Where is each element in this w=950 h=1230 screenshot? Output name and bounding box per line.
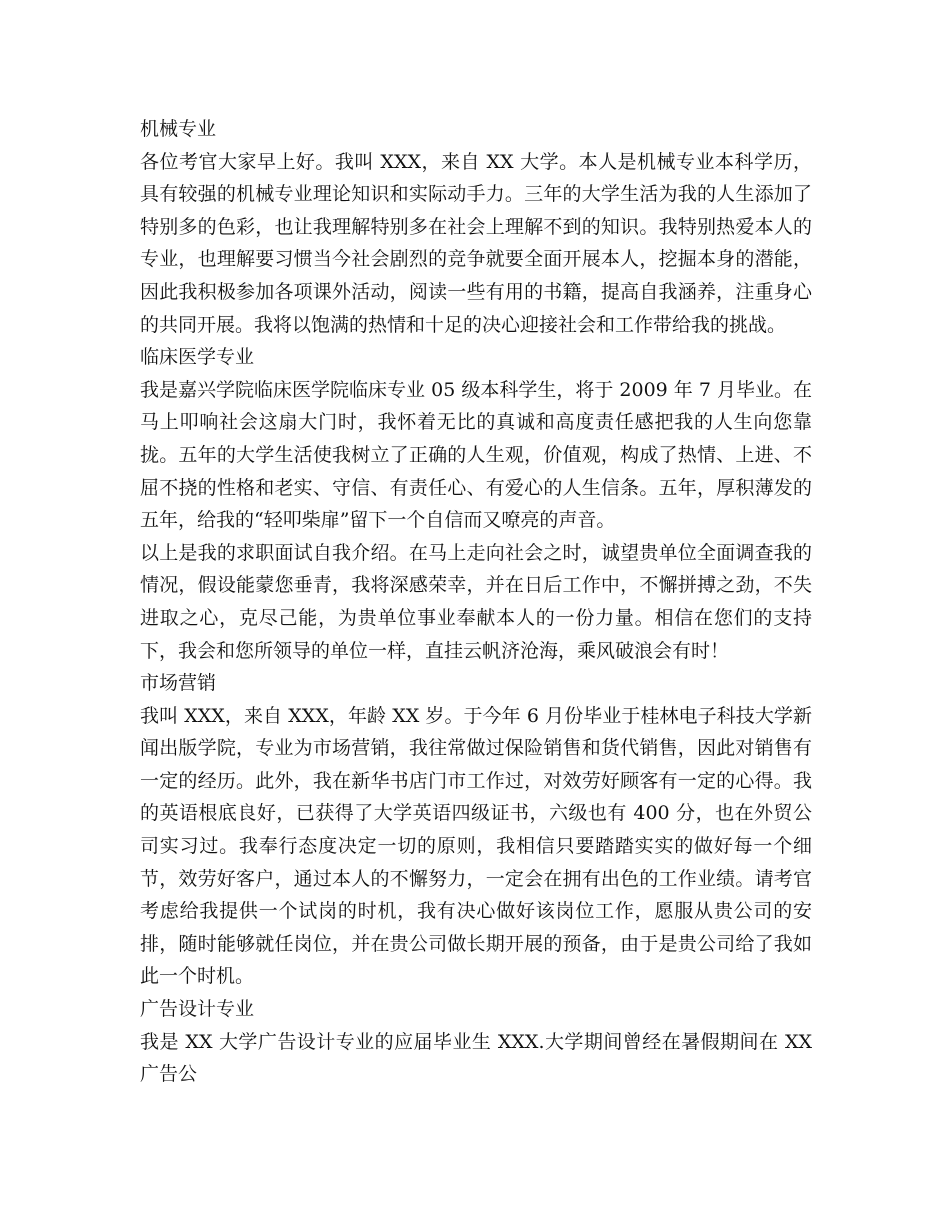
- section-paragraph: 各位考官大家早上好。我叫 XXX，来自 XX 大学。本人是机械专业本科学历，具有较强的机械专业理论知识和实际动手力。三年的大学生活为我的人生添加了特别多的色彩，也让我理解特别多在社会上理解不到的知识。我特别热爱本人的专业，也理解要习惯当今社会剧烈的竞争就要全面开展本人，挖掘本身的潜能，因此我积极参加各项课外活动，阅读一些有用的书籍，提高自我涵养，注重身心的共同开展。我将以饱满的热情和十足的决心迎接社会和工作带给我的挑战。: [140, 150, 812, 336]
- section-heading-advertising-design: 广告设计专业: [140, 998, 255, 1021]
- section-heading-marketing: 市场营销: [140, 672, 217, 695]
- section-paragraph: 我是嘉兴学院临床医学院临床专业 05 级本科学生，将于 2009 年 7 月毕业。在马上叩响社会这扇大门时，我怀着无比的真诚和高度责任感把我的人生向您靠拢。五年的大学生活使我树立了正确的人生观，价值观，构成了热情、上进、不屈不挠的性格和老实、守信、有责任心、有爱心的人生信条。五年，厚积薄发的五年，给我的“轻叩柴扉”留下一个自信而又嘹亮的声音。: [140, 378, 812, 532]
- section-paragraph: 我是 XX 大学广告设计专业的应届毕业生 XXX.大学期间曾经在暑假期间在 XX 广告公: [140, 1030, 812, 1086]
- section-paragraph: 我叫 XXX，来自 XXX，年龄 XX 岁。于今年 6 月份毕业于桂林电子科技大学新闻出版学院，专业为市场营销，我往常做过保险销售和货代销售，因此对销售有一定的经历。此外，我在新华书店门市工作过，对效劳好顾客有一定的心得。我的英语根底良好，已获得了大学英语四级证书，六级也有 400 分，也在外贸公司实习过。我奉行态度决定一切的原则，我相信只要踏踏实实的做好每一个细节，效劳好客户，通过本人的不懈努力，一定会在拥有出色的工作业绩。请考官考虑给我提供一个试岗的时机，我有决心做好该岗位工作，愿服从贵公司的安排，随时能够就任岗位，并在贵公司做长期开展的预备，由于是贵公司给了我如此一个时机。: [140, 704, 812, 988]
- section-heading-clinical-medicine: 临床医学专业: [140, 346, 255, 369]
- section-paragraph: 以上是我的求职面试自我介绍。在马上走向社会之时，诚望贵单位全面调查我的情况，假设能蒙您垂青，我将深感荣幸，并在日后工作中，不懈拼搏之劲，不失进取之心，克尽己能，为贵单位事业奉献本人的一份力量。相信在您们的支持下，我会和您所领导的单位一样，直挂云帆济沧海，乘风破浪会有时！: [140, 541, 812, 662]
- section-heading-mechanical: 机械专业: [140, 118, 217, 140]
- document-body: [140, 113, 812, 1091]
